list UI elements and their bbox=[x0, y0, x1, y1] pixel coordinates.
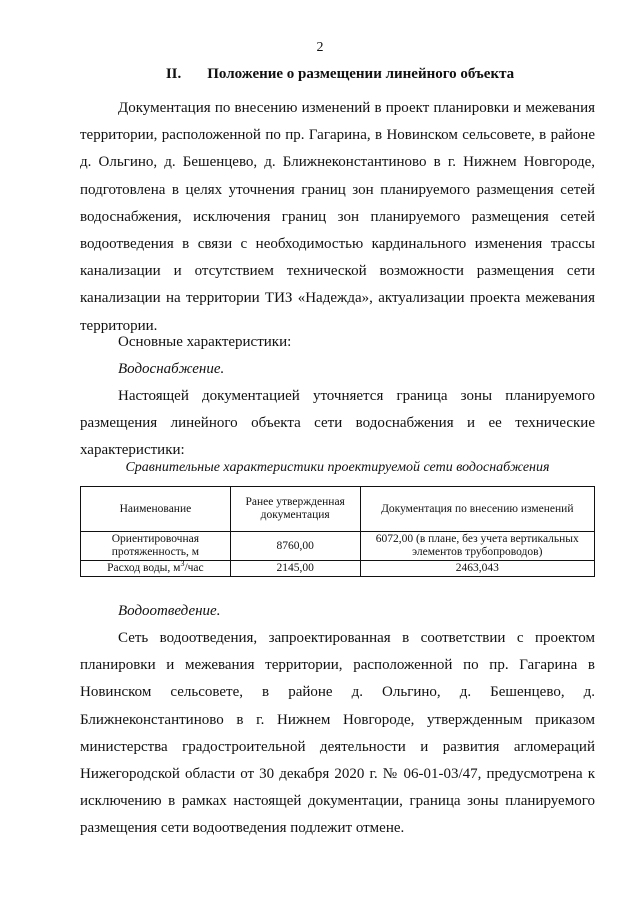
table-cell-prev: 2145,00 bbox=[230, 561, 360, 577]
flow-label-unit: /час bbox=[184, 562, 204, 574]
table-header-cell: Наименование bbox=[81, 487, 231, 532]
section-number: II. bbox=[165, 66, 182, 82]
table-cell-new: 2463,043 bbox=[360, 561, 594, 577]
water-supply-heading: Водоснабжение. bbox=[118, 361, 225, 377]
table-header-cell: Документация по внесению изменений bbox=[360, 487, 594, 532]
table-cell-name bbox=[81, 561, 231, 577]
flow-label-sup: 3 bbox=[180, 559, 185, 569]
section-title: Положение о размещении линейного объекта bbox=[207, 66, 515, 82]
main-characteristics-label: Основные характеристики: bbox=[118, 334, 292, 350]
table-header-cell: Ранее утвержденная документация bbox=[230, 487, 360, 532]
table-header-row bbox=[81, 487, 595, 532]
table-row bbox=[81, 561, 595, 577]
flow-label: Расход воды, м bbox=[107, 562, 181, 574]
wastewater-paragraph: Сеть водоотведения, запроектированная в соответствии с проектом планировки и межевания территории, расположенной по пр. Гагарина в Новинском сельсовете, в районе д. Ольгино, д. Бешенцево, д. Ближнеконстантиново в г. Нижнем Новгороде, утвержденным приказом министерства градостроительной деятельности и развития агломераций Нижегородской области от 30 декабря 2020 г. № 06-01-03/47, предусмотрена к исключению в рамках настоящей документации, граница зоны планируемого размещения сети водоотведения подлежит отмене. bbox=[80, 630, 595, 837]
table-cell-prev: 8760,00 bbox=[230, 532, 360, 561]
water-supply-paragraph: Настоящей документацией уточняется граница зоны планируемого размещения линейного объекта сети водоснабжения и ее технические характеристики: bbox=[80, 388, 595, 459]
table-cell-new: 6072,00 (в плане, без учета вертикальных элементов трубопроводов) bbox=[360, 532, 594, 561]
section-heading bbox=[80, 66, 600, 83]
page-number: 2 bbox=[316, 40, 324, 55]
wastewater-heading: Водоотведение. bbox=[118, 603, 221, 619]
intro-paragraph: Документация по внесению изменений в проект планировки и межевания территории, расположенной по пр. Гагарина, в Новинском сельсовете, в районе д. Ольгино, д. Бешенцево, д. Ближнеконстантиново в г. Нижнем Новгороде, подготовлена в целях уточнения границ зон планируемого размещения сетей водоснабжения, исключения границ зон планируемого размещения сетей водоотведения в связи с необходимостью кардинального изменения трассы канализации и отсутствием технической возможности размещения сети канализации на территории ТИЗ «Надежда», актуализации проекта межевания территории. bbox=[80, 100, 595, 334]
table-row bbox=[81, 532, 595, 561]
table-caption: Сравнительные характеристики проектируемой сети водоснабжения bbox=[125, 460, 550, 475]
table-cell-name: Ориентировочная протяженность, м bbox=[81, 532, 231, 561]
water-supply-table bbox=[80, 486, 595, 577]
